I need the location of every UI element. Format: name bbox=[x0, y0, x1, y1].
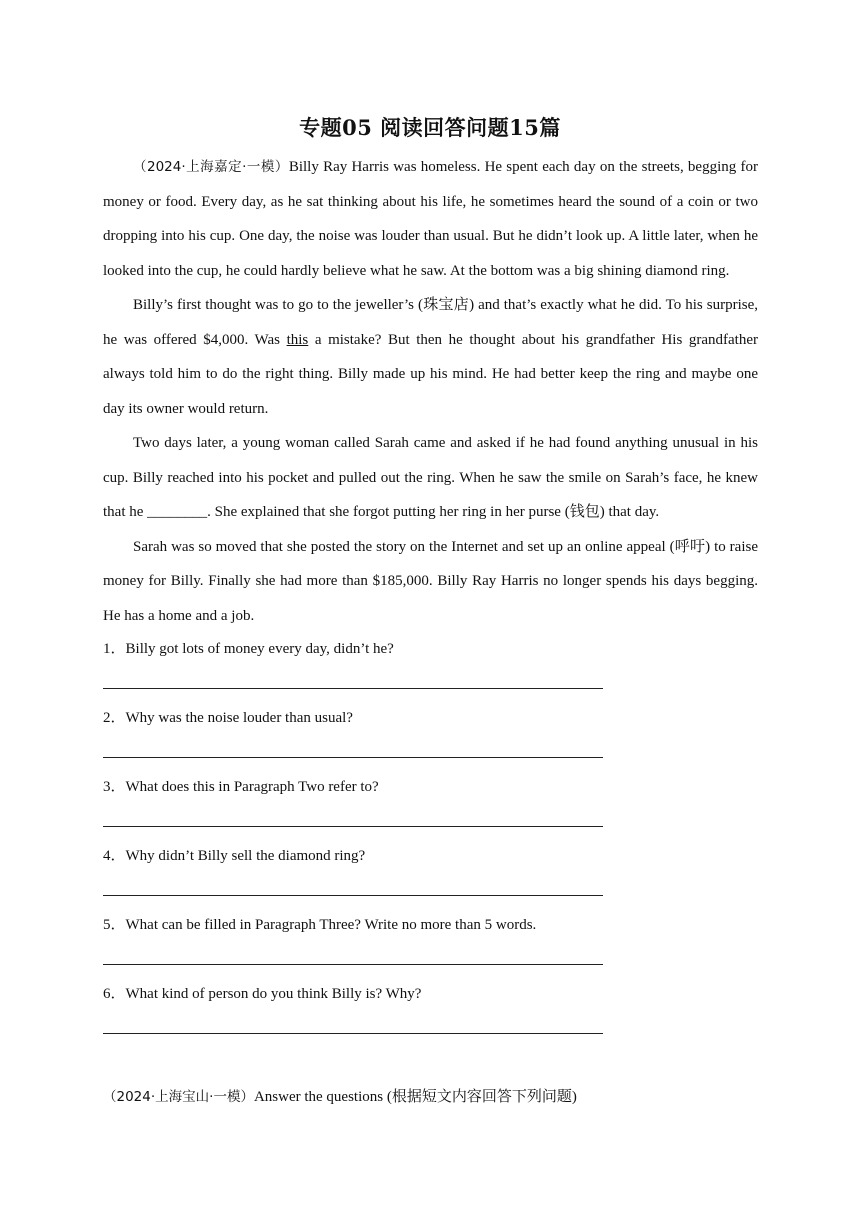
paragraph-1-text: Billy Ray Harris was homeless. He spent each day on the streets, begging for money or food. Every day, as he sat thinking about his life, he sometimes heard the sound of a coin or two dropping into his cup. One day, the noise was louder than usual. But he didn’t look up. A little later, when he looked into the cup, he could hardly believe what he saw. At the bottom was a big shining diamond ring. bbox=[103, 159, 758, 279]
next-passage-header bbox=[103, 1082, 803, 1112]
question-prompt: What kind of person do you think Billy is? Why? bbox=[125, 986, 422, 1002]
question-text bbox=[103, 632, 394, 666]
reading-passage bbox=[103, 150, 758, 633]
paragraph-1 bbox=[103, 150, 758, 288]
question-text bbox=[103, 908, 536, 942]
question-item bbox=[103, 701, 758, 770]
paragraph-2-text-b: a mistake? But then he thought about his grandfather His grandfather always told him to do the right thing. Billy made up his mind. He had better keep the ring and maybe one day its owner would return. bbox=[103, 331, 758, 417]
passage-source: （2024·上海嘉定·一模） bbox=[133, 159, 289, 175]
question-number: 4． bbox=[103, 848, 126, 864]
question-number: 1． bbox=[103, 641, 126, 657]
answer-line[interactable] bbox=[103, 826, 603, 827]
question-prompt: What can be filled in Paragraph Three? Write no more than 5 words. bbox=[125, 917, 537, 933]
question-text bbox=[103, 701, 353, 735]
question-number: 6． bbox=[103, 986, 126, 1002]
question-number: 3． bbox=[103, 779, 126, 795]
question-item bbox=[103, 632, 758, 701]
question-item bbox=[103, 770, 758, 839]
answer-line[interactable] bbox=[103, 688, 603, 689]
question-list bbox=[103, 632, 758, 1046]
paragraph-2-text-a: Billy’s first thought was to go to the jeweller’s (珠宝店) and that’s exactly what he did. To his surprise, he was offered $4,000. Was bbox=[103, 297, 758, 348]
answer-line[interactable] bbox=[103, 757, 603, 758]
question-text bbox=[103, 770, 379, 804]
question-prompt: What does this in Paragraph Two refer to? bbox=[125, 779, 379, 795]
page-title: 专题05 阅读回答问题15篇 bbox=[299, 115, 561, 140]
paragraph-4: Sarah was so moved that she posted the story on the Internet and set up an online appeal (呼吁) to raise money for Billy. Finally she had more than $185,000. Billy Ray Harris no longer spends his days begging. He has a home and a job. bbox=[103, 538, 758, 624]
question-number: 5． bbox=[103, 917, 126, 933]
answer-line[interactable] bbox=[103, 964, 603, 965]
question-item bbox=[103, 908, 758, 977]
paragraph-2 bbox=[103, 288, 758, 426]
answer-line[interactable] bbox=[103, 895, 603, 896]
section2-source: （2024·上海宝山·一模） bbox=[103, 1089, 254, 1105]
question-prompt: Why was the noise louder than usual? bbox=[125, 710, 353, 726]
paragraph-3: Two days later, a young woman called Sarah came and asked if he had found anything unusual in his cup. Billy reached into his pocket and pulled out the ring. When he saw the smile on Sarah’s face, he knew that he ________. She explained that she forgot putting her ring in her purse (钱包) that day. bbox=[103, 435, 758, 520]
question-number: 2． bbox=[103, 710, 126, 726]
section2-instruction: Answer the questions (根据短文内容回答下列问题) bbox=[253, 1089, 577, 1105]
question-text bbox=[103, 839, 365, 873]
question-prompt: Billy got lots of money every day, didn’t he? bbox=[125, 641, 394, 657]
question-prompt: Why didn’t Billy sell the diamond ring? bbox=[125, 848, 366, 864]
question-text bbox=[103, 977, 421, 1011]
underlined-word: this bbox=[286, 331, 309, 348]
answer-line[interactable] bbox=[103, 1033, 603, 1034]
question-item bbox=[103, 977, 758, 1046]
question-item bbox=[103, 839, 758, 908]
